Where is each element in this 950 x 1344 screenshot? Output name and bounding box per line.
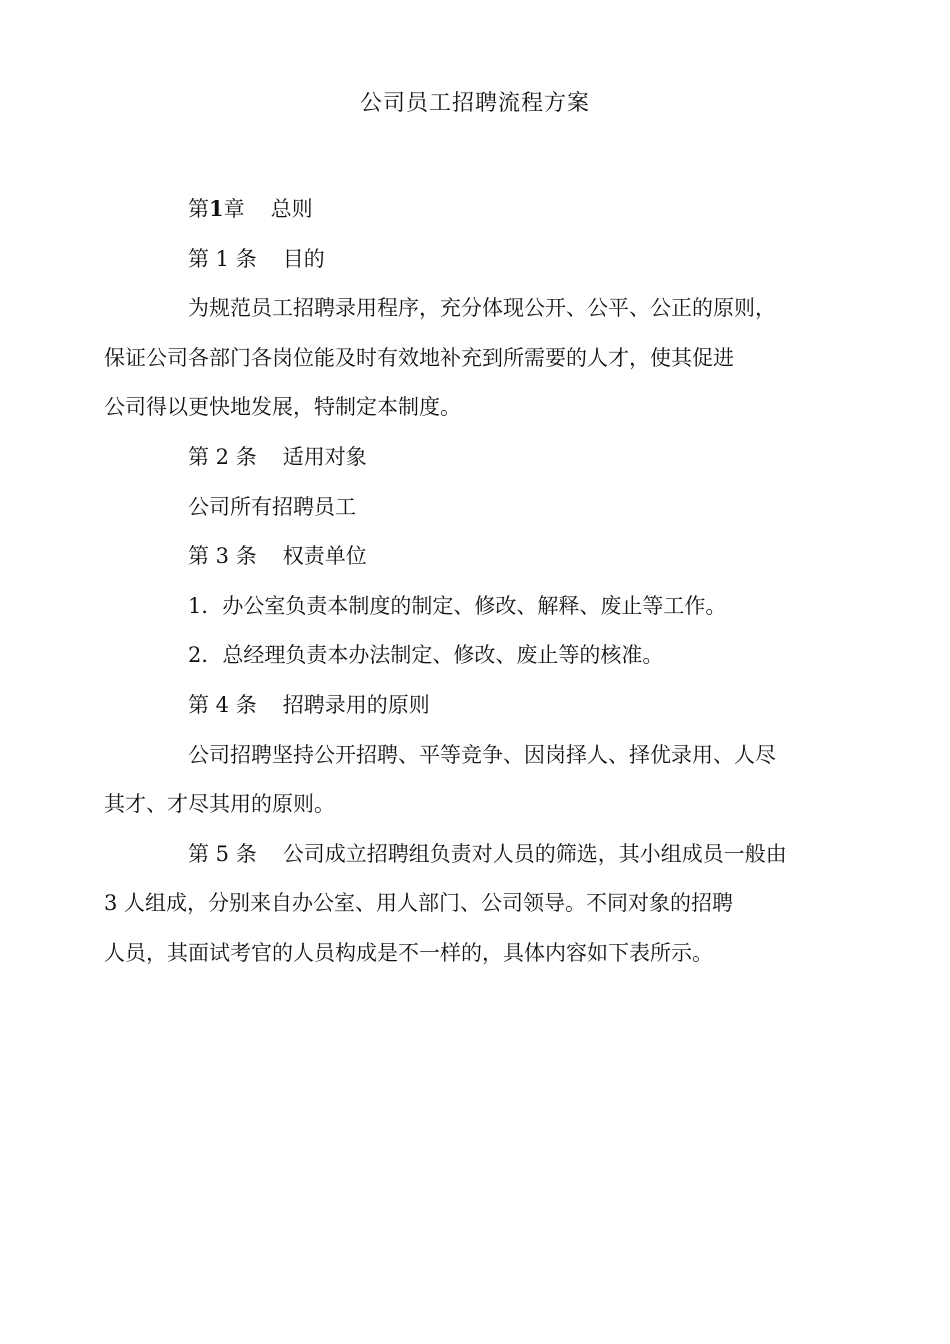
article2-text: 公司所有招聘员工 [188,494,356,519]
chapter-prefix: 第 [188,197,209,221]
article3-number: 第 3 条 [188,544,257,569]
article5-number: 第 5 条 [188,841,257,866]
article3-item: 2．总经理负责本办法制定、修改、废止等的核准。 [188,643,664,668]
article5-line: 3 人组成，分别来自办公室、用人部门、公司领导。不同对象的招聘 [104,891,734,916]
article3-name: 权责单位 [282,544,367,569]
article4-paragraph [104,731,810,830]
article1-paragraph [104,284,810,433]
document-title: 公司员工招聘流程方案 [359,91,590,116]
chapter-number: 1 [209,196,224,221]
chapter-heading [146,184,810,235]
article4-heading [146,681,810,731]
article1-line: 公司得以更快地发展，特制定本制度。 [104,395,461,420]
article1-line: 保证公司各部门各岗位能及时有效地补充到所需要的人才，使其促进 [104,345,734,370]
chapter-name: 总则 [270,197,313,221]
article1-name: 目的 [282,246,325,271]
article4-line: 公司招聘坚持公开招聘、平等竞争、因岗择人、择优录用、人尽 [188,742,776,767]
article3-item: 1．办公室负责本制度的制定、修改、解释、废止等工作。 [188,593,727,618]
article4-line: 其才、才尽其用的原则。 [104,792,335,817]
article4-number: 第 4 条 [188,692,257,717]
article5-paragraph [104,830,810,979]
article3-heading [146,532,810,582]
article1-number: 第 1 条 [188,246,257,271]
article2-number: 第 2 条 [188,444,257,469]
article1-heading [146,235,810,285]
document-body [104,184,810,979]
article1-line: 为规范员工招聘录用程序，充分体现公开、公平、公正的原则， [188,296,776,321]
article5-line: 公司成立招聘组负责对人员的筛选，其小组成员一般由 [282,841,787,866]
article2-heading [146,433,810,483]
article2-name: 适用对象 [282,444,367,469]
chapter-suffix: 章 [223,197,245,221]
article4-name: 招聘录用的原则 [282,692,430,717]
article5-line: 人员，其面试考官的人员构成是不一样的，具体内容如下表所示。 [104,940,713,965]
